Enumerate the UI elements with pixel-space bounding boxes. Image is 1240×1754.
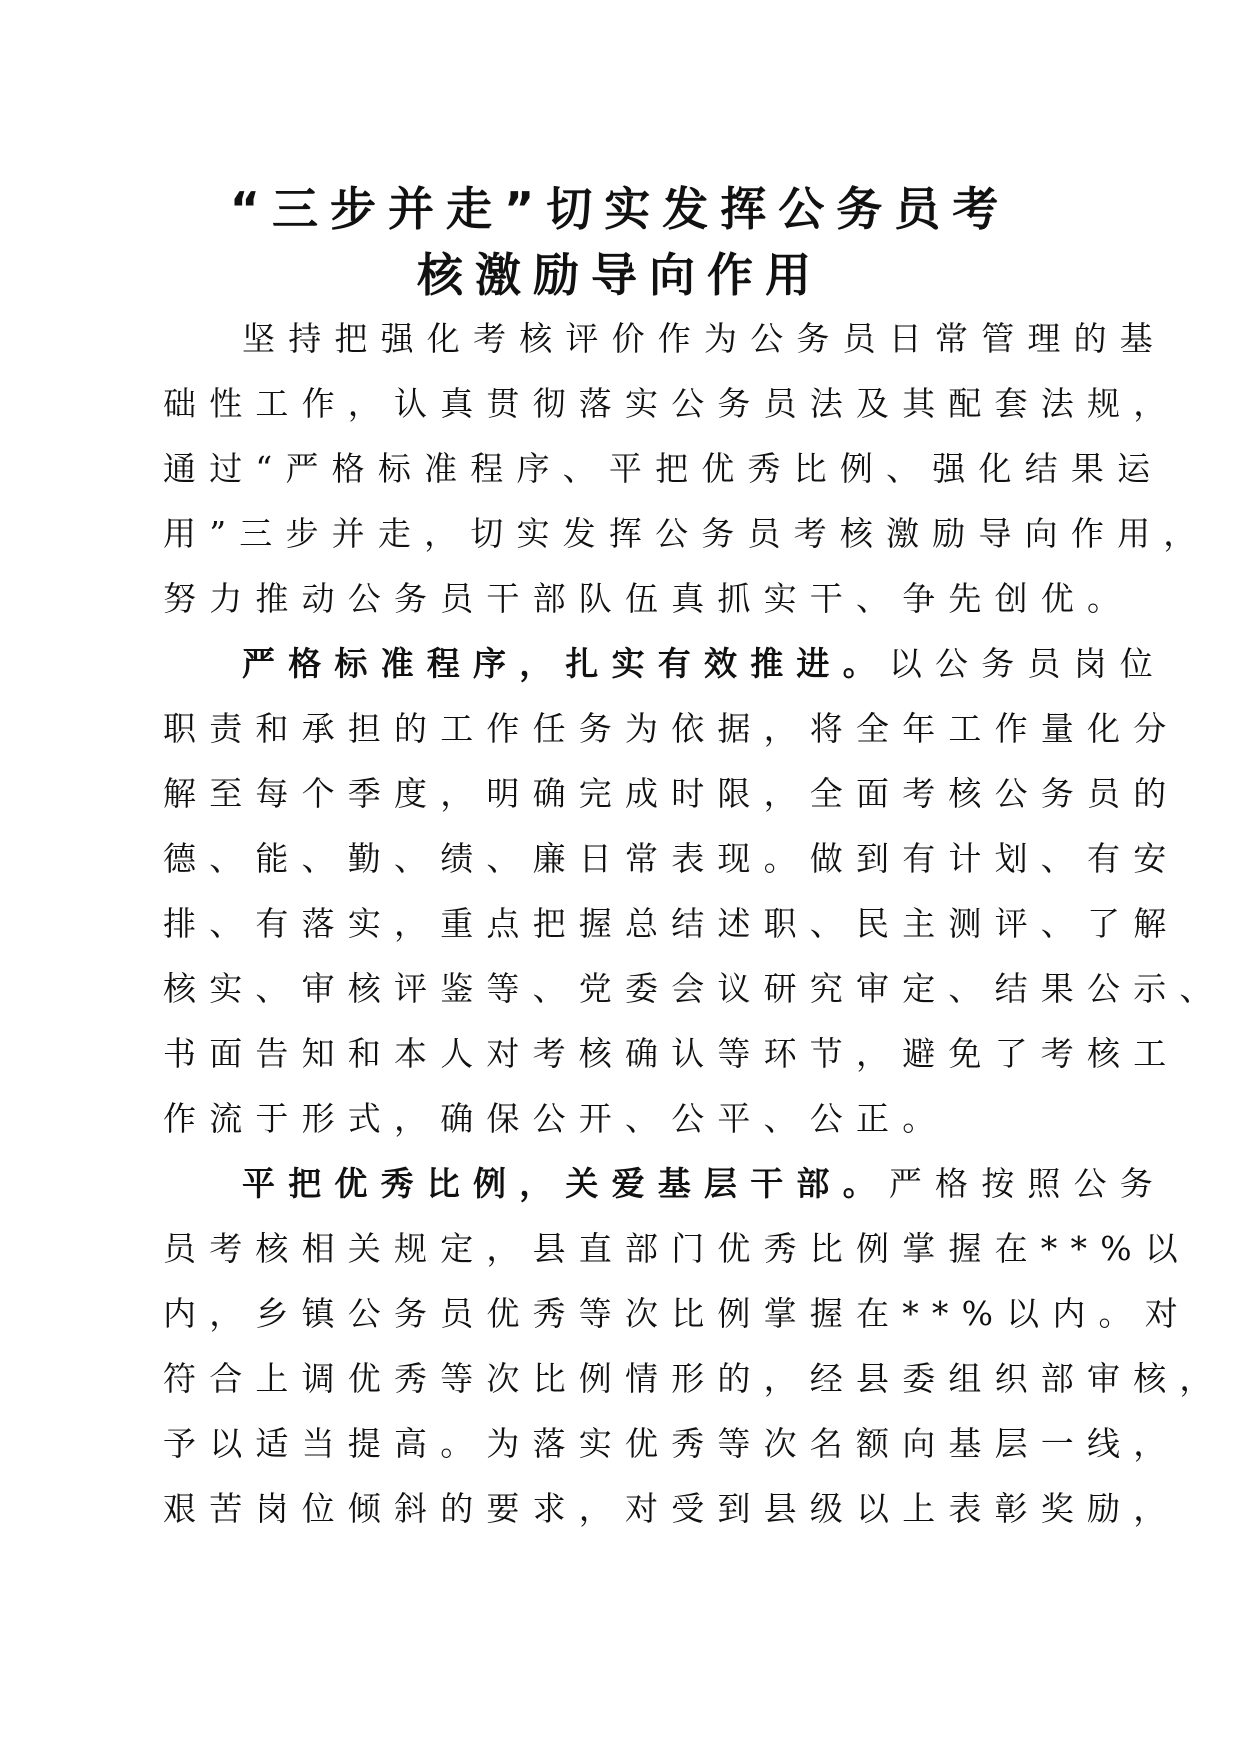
paragraph-1-line: 坚持把强化考核评价作为公务员日常管理的基 — [242, 319, 1166, 358]
paragraph-3-first-line-text: 严格按照公务 — [888, 1164, 1167, 1203]
paragraph-3-line: 内，乡镇公务员优秀等次比例掌握在**%以内。对 — [163, 1294, 1191, 1333]
paragraph-3-line: 艰苦岗位倾斜的要求，对受到县级以上表彰奖励， — [163, 1489, 1180, 1528]
paragraph-2-heading: 严格标准程序，扎实有效推进。 — [242, 644, 889, 683]
paragraph-1-line: 努力推动公务员干部队伍真抓实干、争先创优。 — [163, 579, 1134, 618]
paragraph-2-line: 德、能、勤、绩、廉日常表现。做到有计划、有安 — [163, 839, 1180, 878]
paragraph-2-line: 解至每个季度，明确完成时限，全面考核公务员的 — [163, 774, 1180, 813]
paragraph-2-first-line — [242, 631, 1182, 696]
paragraph-3-line: 员考核相关规定，县直部门优秀比例掌握在**%以 — [163, 1229, 1191, 1268]
paragraph-3-line: 予以适当提高。为落实优秀等次名额向基层一线， — [163, 1424, 1180, 1463]
paragraph-2-first-line-text: 以公务员岗位 — [888, 644, 1167, 683]
paragraph-3-line: 符合上调优秀等次比例情形的，经县委组织部审核， — [163, 1359, 1226, 1398]
paragraph-2-line: 核实、审核评鉴等、党委会议研究审定、结果公示、 — [163, 969, 1226, 1008]
paragraph-1-line: 础性工作，认真贯彻落实公务员法及其配套法规， — [163, 384, 1180, 423]
paragraph-2-line: 职责和承担的工作任务为依据，将全年工作量化分 — [163, 709, 1180, 748]
paragraph-3-heading: 平把优秀比例，关爱基层干部。 — [242, 1164, 889, 1203]
paragraph-2-line: 排、有落实，重点把握总结述职、民主测评、了解 — [163, 904, 1180, 943]
document-title-line-2: 核激励导向作用 — [417, 248, 823, 302]
document-title-line-1: “三步并走”切实发挥公务员考 — [229, 182, 1011, 236]
paragraph-2-line: 作流于形式，确保公开、公平、公正。 — [163, 1099, 949, 1138]
paragraph-3-first-line — [242, 1151, 1182, 1216]
paragraph-1-line: 通过“严格标准程序、平把优秀比例、强化结果运 — [163, 449, 1164, 488]
paragraph-2-line: 书面告知和本人对考核确认等环节，避免了考核工 — [163, 1034, 1180, 1073]
paragraph-1-line: 用”三步并走，切实发挥公务员考核激励导向作用， — [163, 514, 1210, 553]
